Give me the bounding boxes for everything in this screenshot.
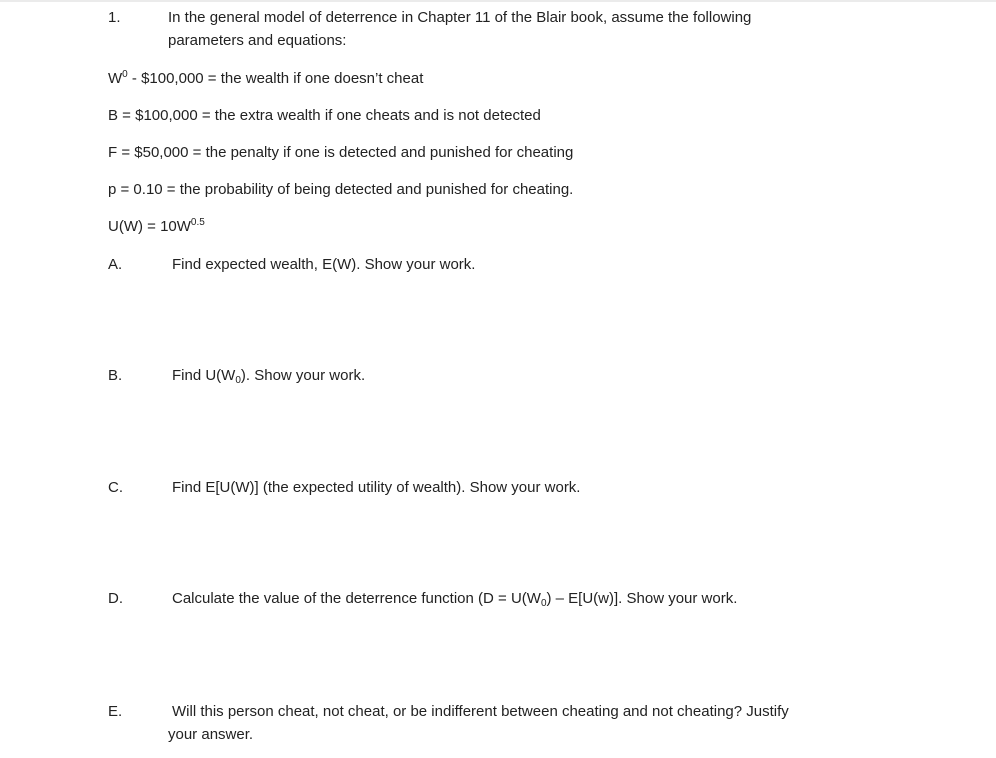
param-w0-superscript: 0 [122, 69, 128, 80]
part-c-letter: C. [108, 479, 123, 496]
part-b-text-pre: Find U(W [172, 367, 236, 384]
question-number: 1. [108, 9, 121, 26]
param-w0 [108, 70, 423, 87]
part-b-text [172, 367, 365, 384]
part-d-text-pre: Calculate the value of the deterrence function (D = U(W [172, 590, 541, 607]
part-e-letter: E. [108, 703, 123, 720]
part-c-text: Find E[U(W)] (the expected utility of wealth). Show your work. [172, 479, 581, 496]
part-b-text-post: ). Show your work. [240, 367, 366, 384]
part-d-text [172, 590, 737, 607]
part-a-text: Find expected wealth, E(W). Show your work. [172, 256, 476, 273]
part-b-letter: B. [108, 367, 123, 384]
part-b-subscript: 0 [235, 375, 241, 386]
param-w0-text: - $100,000 = the wealth if one doesn’t cheat [127, 70, 424, 87]
param-p: p = 0.10 = the probability of being detected and punished for cheating. [108, 181, 574, 198]
param-b: B = $100,000 = the extra wealth if one cheats and is not detected [108, 107, 541, 124]
question-intro-line1: In the general model of deterrence in Chapter 11 of the Blair book, assume the following [168, 9, 752, 26]
param-utility-exponent: 0.5 [190, 217, 205, 228]
part-e-text-line2: your answer. [168, 726, 254, 743]
param-f: F = $50,000 = the penalty if one is detected and punished for cheating [108, 144, 574, 161]
part-e-text-line1: Will this person cheat, not cheat, or be indifferent between cheating and not cheating? Justify [172, 703, 789, 720]
part-d-subscript: 0 [540, 598, 547, 609]
part-d-text-post: ) – E[U(w)]. Show your work. [546, 590, 738, 607]
part-a-letter: A. [108, 256, 123, 273]
page-top-border [0, 0, 996, 2]
question-intro-line2: parameters and equations: [168, 32, 347, 49]
param-w0-base: W [108, 70, 123, 87]
param-utility [108, 218, 205, 235]
part-d-letter: D. [108, 590, 123, 607]
param-utility-base: U(W) = 10W [108, 218, 191, 235]
